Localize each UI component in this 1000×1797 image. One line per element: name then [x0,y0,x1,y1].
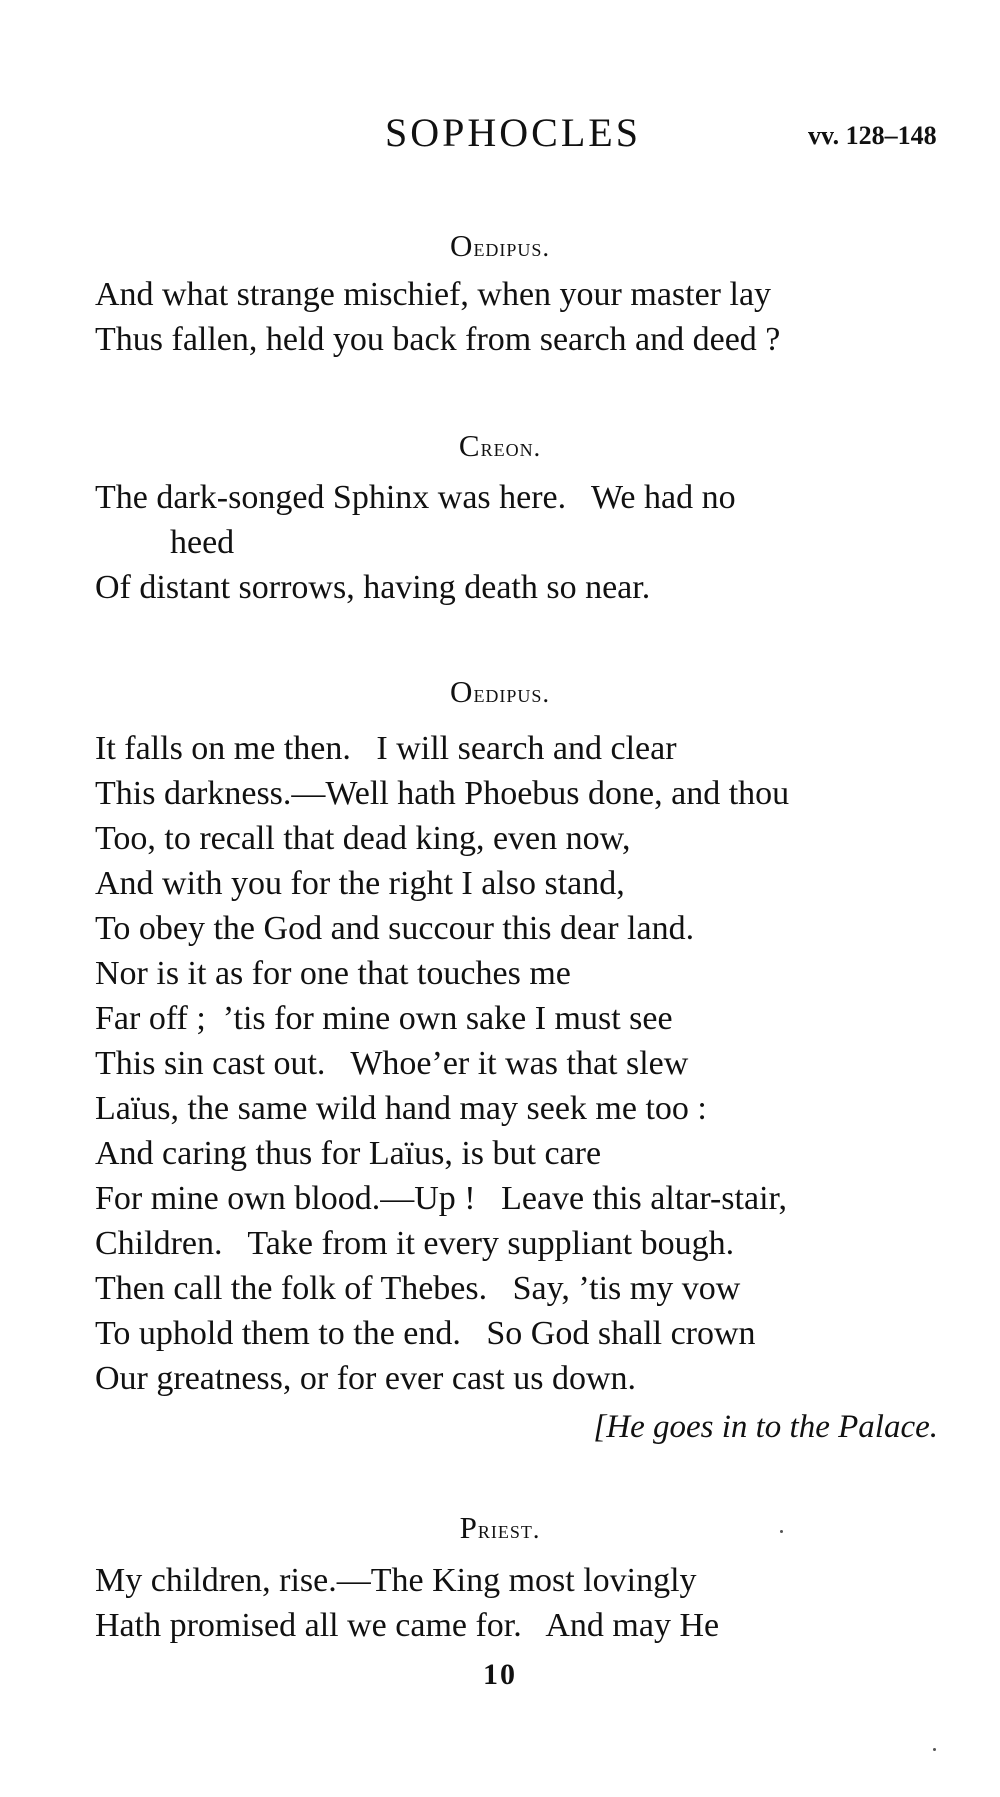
verse-line: Nor is it as for one that touches me [95,955,571,992]
speaker-heading: Priest. [459,1510,541,1545]
verse-line: Our greatness, or for ever cast us down. [95,1360,636,1397]
verse-line: Laïus, the same wild hand may seek me too : [95,1090,707,1127]
verse-line: To uphold them to the end. So God shall crown [95,1315,756,1352]
verse-line: Hath promised all we came for. And may He [95,1607,720,1644]
paper-speck [780,1530,783,1533]
verse-line: And what strange mischief, when your master lay [95,276,772,313]
verse-line: To obey the God and succour this dear land. [95,910,695,947]
verse-line: My children, rise.—The King most lovingly [95,1562,697,1599]
paper-speck [933,1748,936,1751]
verse-line: This sin cast out. Whoe’er it was that slew [95,1045,689,1082]
stage-direction: [He goes in to the Palace. [593,1409,938,1445]
verse-line: The dark-songed Sphinx was here. We had no [95,479,736,516]
speaker-heading: Creon. [458,428,542,463]
verse-line: Too, to recall that dead king, even now, [95,820,631,857]
speech-lines [95,1558,955,1648]
verse-line: Far off ; ’tis for mine own sake I must see [95,1000,673,1037]
page-header [0,108,1000,158]
page-number: 10 [483,1658,517,1691]
speech-lines [95,272,955,362]
verse-line: This darkness.—Well hath Phoebus done, and thou [95,775,790,812]
verse-line: And with you for the right I also stand, [95,865,625,902]
speaker-heading: Oedipus. [450,228,550,263]
verse-line: Then call the folk of Thebes. Say, ’tis my vow [95,1270,741,1307]
speech-lines [95,475,955,610]
verse-line: For mine own blood.—Up ! Leave this altar-stair, [95,1180,787,1217]
verse-line: Of distant sorrows, having death so near. [95,569,651,606]
verse-line: It falls on me then. I will search and clear [95,730,677,767]
speech-lines [95,726,955,1401]
verse-line: Children. Take from it every suppliant bough. [95,1225,735,1262]
verse-line: heed [170,524,235,561]
verse-range: vv. 128–148 [808,121,937,150]
verse-line: Thus fallen, held you back from search and deed ? [95,321,781,358]
running-title: SOPHOCLES [385,110,641,155]
speaker-heading: Oedipus. [450,674,550,709]
verse-line: And caring thus for Laïus, is but care [95,1135,602,1172]
